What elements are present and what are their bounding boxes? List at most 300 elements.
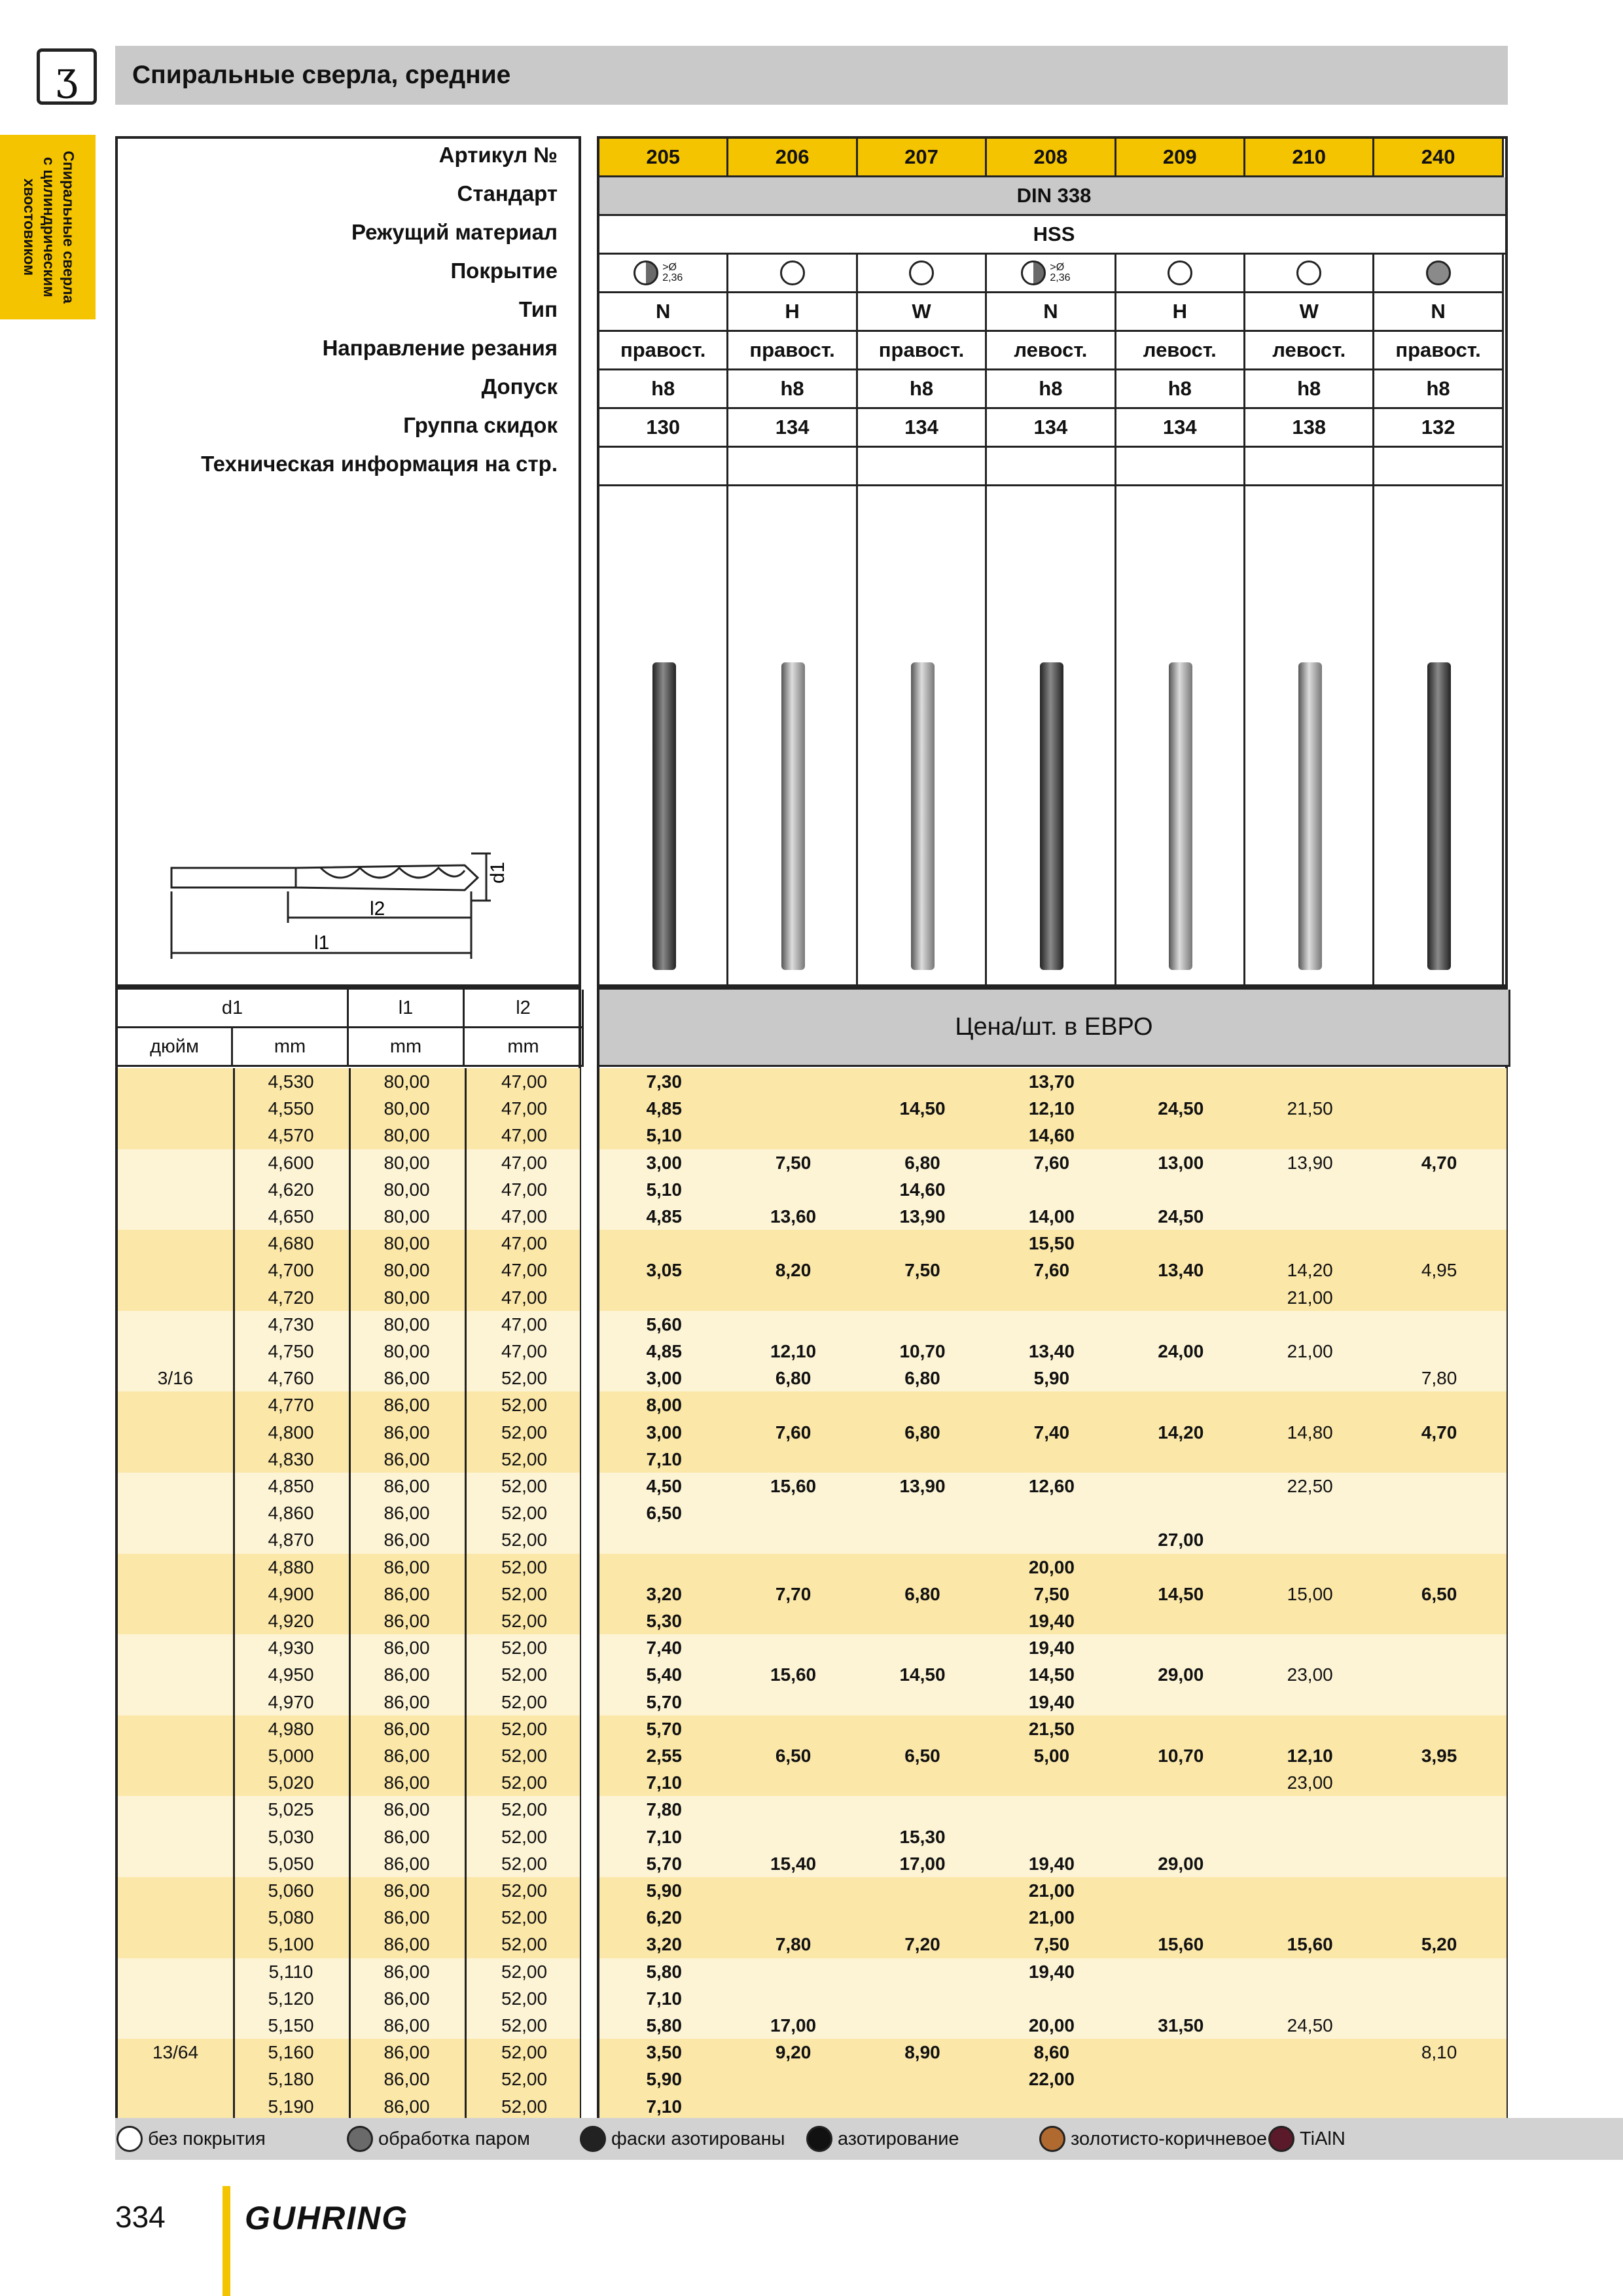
table-cell: 5,020	[268, 1772, 314, 1793]
price-cell	[1245, 1499, 1374, 1526]
price-cell: 7,40	[646, 1638, 682, 1659]
price-cell: 19,40	[1028, 1853, 1075, 1874]
price-cell: 14,20	[1287, 1260, 1333, 1281]
price-cell	[728, 2093, 857, 2120]
article-number: 206	[728, 139, 857, 177]
price-cell: 8,60	[1033, 2042, 1070, 2063]
price-cell: 13,90	[1287, 1152, 1333, 1173]
legend-item	[347, 2125, 530, 2153]
table-cell: 86,00	[383, 1799, 430, 1820]
price-cell	[987, 1823, 1116, 1850]
price-cell: 21,00	[1028, 1880, 1075, 1901]
cut-direction: правост.	[858, 332, 987, 370]
table-cell: 80,00	[383, 1179, 430, 1200]
table-cell: 52,00	[501, 1368, 548, 1389]
article-number: 205	[599, 139, 728, 177]
price-cell: 22,00	[1028, 2069, 1075, 2090]
coating-cell	[1374, 255, 1503, 293]
type-value: H	[728, 293, 857, 332]
price-cell: 2,55	[646, 1746, 682, 1766]
article-number: 209	[1116, 139, 1245, 177]
coating-cell	[858, 255, 987, 293]
logo-icon: ʒ	[37, 48, 97, 105]
price-cell: 14,50	[899, 1098, 946, 1119]
table-cell	[118, 1931, 233, 1958]
discount-group: 134	[987, 409, 1116, 448]
table-cell: 86,00	[383, 1611, 430, 1631]
price-cell: 12,60	[1028, 1476, 1075, 1496]
price-cell: 20,00	[1028, 2015, 1075, 2036]
table-cell	[118, 1661, 233, 1688]
table-cell: 47,00	[501, 1206, 548, 1227]
price-cell	[1116, 1176, 1245, 1203]
type-value: N	[1374, 293, 1503, 332]
price-cell	[858, 1796, 987, 1823]
price-cell: 5,10	[646, 1125, 682, 1146]
table-cell: 52,00	[501, 1664, 548, 1685]
table-cell: 4,800	[268, 1422, 314, 1443]
price-cell: 6,80	[904, 1368, 940, 1389]
coating-swatch-icon	[580, 2126, 606, 2152]
price-cell: 3,00	[646, 1422, 682, 1443]
price-cell	[728, 1554, 857, 1581]
table-cell: 52,00	[501, 1638, 548, 1659]
price-cell	[1374, 1554, 1503, 1581]
price-cell	[858, 1985, 987, 2012]
price-cell	[858, 1689, 987, 1715]
price-cell	[858, 1311, 987, 1338]
price-cell	[1116, 1796, 1245, 1823]
tolerance-value: h8	[1245, 370, 1374, 409]
price-cell	[728, 1769, 857, 1796]
price-cell	[1245, 1068, 1374, 1095]
price-cell: 13,00	[1158, 1152, 1204, 1173]
price-cell	[1374, 1689, 1503, 1715]
table-cell: 86,00	[383, 1395, 430, 1416]
header-inch: дюйм	[118, 1028, 233, 1067]
table-cell	[118, 1473, 233, 1499]
price-cell: 31,50	[1158, 2015, 1204, 2036]
price-cell	[1374, 2093, 1503, 2120]
price-cell	[599, 1230, 728, 1257]
article-number: 240	[1374, 139, 1503, 177]
drill-dimension-sketch	[164, 844, 530, 969]
price-cell	[1374, 1661, 1503, 1688]
price-cell	[728, 1391, 857, 1418]
cut-direction: левост.	[1116, 332, 1245, 370]
price-cell	[1116, 1122, 1245, 1149]
price-cell	[1116, 1473, 1245, 1499]
table-cell: 86,00	[383, 1718, 430, 1739]
table-cell: 4,730	[268, 1314, 314, 1335]
price-cell: 15,00	[1287, 1583, 1333, 1604]
price-cell: 4,85	[646, 1341, 682, 1361]
price-cell	[1116, 1904, 1245, 1931]
price-cell	[858, 1769, 987, 1796]
price-cell: 5,70	[646, 1718, 682, 1739]
tech-info-page	[728, 448, 857, 486]
price-cell: 9,20	[775, 2042, 812, 2063]
price-cell	[1245, 1634, 1374, 1661]
price-cell: 7,50	[1033, 1583, 1070, 1604]
price-cell: 20,00	[1028, 1556, 1075, 1577]
price-cell: 13,40	[1158, 1260, 1204, 1281]
price-cell	[987, 1311, 1116, 1338]
price-cell	[1374, 2066, 1503, 2092]
table-cell: 47,00	[501, 1314, 548, 1335]
price-cell: 5,80	[646, 1961, 682, 1982]
price-cell	[728, 1958, 857, 1985]
table-cell: 86,00	[383, 1988, 430, 2009]
price-cell	[1374, 1850, 1503, 1877]
table-cell: 4,930	[268, 1638, 314, 1659]
price-cell	[1245, 1715, 1374, 1742]
price-cell: 7,40	[1033, 1422, 1070, 1443]
price-cell: 19,40	[1028, 1961, 1075, 1982]
table-cell: 4,950	[268, 1664, 314, 1685]
price-cell: 19,40	[1028, 1611, 1075, 1631]
price-cell: 23,00	[1287, 1772, 1333, 1793]
sketch-l1-label: l1	[314, 932, 330, 954]
table-cell: 4,870	[268, 1530, 314, 1551]
table-cell	[118, 1122, 233, 1149]
price-cell: 7,80	[775, 1934, 812, 1955]
coating-icon	[1021, 260, 1046, 285]
table-cell: 86,00	[383, 1880, 430, 1901]
article-grid	[597, 136, 1508, 987]
table-cell: 80,00	[383, 1233, 430, 1254]
table-cell: 80,00	[383, 1071, 430, 1092]
price-cell	[858, 1715, 987, 1742]
table-cell: 52,00	[501, 1583, 548, 1604]
price-cell	[858, 1499, 987, 1526]
price-cell	[1116, 1365, 1245, 1391]
table-cell: 52,00	[501, 1746, 548, 1766]
table-cell: 4,550	[268, 1098, 314, 1119]
price-cell: 14,00	[1028, 1206, 1075, 1227]
table-cell	[118, 2093, 233, 2120]
price-cell	[728, 1877, 857, 1904]
price-cell: 4,50	[646, 1476, 682, 1496]
table-cell	[118, 1419, 233, 1446]
table-cell: 86,00	[383, 1934, 430, 1955]
table-cell: 86,00	[383, 1368, 430, 1389]
price-cell	[858, 1877, 987, 1904]
price-cell	[1116, 1985, 1245, 2012]
price-cell	[1245, 1958, 1374, 1985]
price-cell: 7,60	[1033, 1152, 1070, 1173]
price-cell	[987, 1526, 1116, 1553]
price-cell: 15,30	[899, 1826, 946, 1847]
sketch-l2-label: l2	[370, 898, 385, 920]
price-cell	[1245, 1391, 1374, 1418]
price-cell	[1374, 1823, 1503, 1850]
price-cell: 15,40	[770, 1853, 817, 1874]
tech-info-page	[1374, 448, 1503, 486]
tolerance-value: h8	[987, 370, 1116, 409]
price-cell: 6,50	[646, 1503, 682, 1524]
price-cell: 5,20	[1421, 1934, 1457, 1955]
table-cell: 4,650	[268, 1206, 314, 1227]
price-cell: 10,70	[1158, 1746, 1204, 1766]
price-cell	[858, 2012, 987, 2039]
table-cell: 5,120	[268, 1988, 314, 2009]
price-cell: 5,90	[1033, 1368, 1070, 1389]
table-cell: 5,160	[268, 2042, 314, 2063]
legend-label: без покрытия	[148, 2128, 266, 2149]
price-cell	[858, 1230, 987, 1257]
property-label: Допуск	[481, 374, 558, 399]
table-cell: 4,680	[268, 1233, 314, 1254]
table-cell: 86,00	[383, 1503, 430, 1524]
price-cell: 7,20	[904, 1934, 940, 1955]
property-label: Группа скидок	[403, 413, 558, 437]
price-cell	[1245, 1203, 1374, 1230]
cut-direction: левост.	[1245, 332, 1374, 370]
price-cell	[1374, 1769, 1503, 1796]
table-cell: 52,00	[501, 1422, 548, 1443]
price-cell: 7,60	[1033, 1260, 1070, 1281]
table-cell: 52,00	[501, 1395, 548, 1416]
price-cell: 7,30	[646, 1071, 682, 1092]
price-cell: 13,70	[1028, 1071, 1075, 1092]
coating-cell	[728, 255, 857, 293]
tolerance-value: h8	[858, 370, 987, 409]
table-cell: 86,00	[383, 1961, 430, 1982]
table-cell: 86,00	[383, 1691, 430, 1712]
price-cell: 21,00	[1287, 1287, 1333, 1308]
price-cell	[1245, 2039, 1374, 2066]
price-cell: 3,05	[646, 1260, 682, 1281]
price-cell	[1116, 1446, 1245, 1473]
price-cell: 29,00	[1158, 1853, 1204, 1874]
coating-swatch-icon	[1268, 2126, 1294, 2152]
table-cell: 4,920	[268, 1611, 314, 1631]
price-cell: 8,00	[646, 1395, 682, 1416]
price-cell: 5,60	[646, 1314, 682, 1335]
price-cell	[1245, 1877, 1374, 1904]
table-cell: 4,850	[268, 1476, 314, 1496]
price-cell	[728, 1904, 857, 1931]
tolerance-value: h8	[1374, 370, 1503, 409]
table-cell: 47,00	[501, 1098, 548, 1119]
price-cell	[728, 1689, 857, 1715]
price-cell	[728, 1230, 857, 1257]
table-cell: 47,00	[501, 1071, 548, 1092]
table-cell	[118, 1257, 233, 1283]
price-cell: 14,20	[1158, 1422, 1204, 1443]
table-cell: 4,900	[268, 1583, 314, 1604]
drill-image	[1169, 662, 1192, 970]
price-cell	[1116, 1499, 1245, 1526]
table-cell	[118, 1391, 233, 1418]
table-cell: 52,00	[501, 1880, 548, 1901]
table-cell: 86,00	[383, 1853, 430, 1874]
table-cell: 4,720	[268, 1287, 314, 1308]
table-cell: 4,620	[268, 1179, 314, 1200]
table-cell: 52,00	[501, 2096, 548, 2117]
table-cell: 47,00	[501, 1152, 548, 1173]
drill-image	[652, 662, 676, 970]
coating-swatch-icon	[1039, 2126, 1065, 2152]
price-cell	[1374, 1715, 1503, 1742]
price-cell: 3,50	[646, 2042, 682, 2063]
table-cell: 80,00	[383, 1206, 430, 1227]
table-cell	[118, 1149, 233, 1176]
table-cell	[118, 1958, 233, 1985]
table-cell: 86,00	[383, 1556, 430, 1577]
price-cell	[1245, 1311, 1374, 1338]
price-cell	[1374, 1499, 1503, 1526]
price-cell	[1374, 1176, 1503, 1203]
table-cell	[118, 2066, 233, 2092]
table-cell: 4,600	[268, 1152, 314, 1173]
table-cell	[118, 1554, 233, 1581]
price-cell: 4,95	[1421, 1260, 1457, 1281]
price-cell	[987, 1284, 1116, 1311]
table-cell: 80,00	[383, 1260, 430, 1281]
price-cell: 14,50	[1158, 1583, 1204, 1604]
coating-icon	[633, 260, 658, 285]
price-cell: 6,80	[904, 1422, 940, 1443]
price-cell: 22,50	[1287, 1476, 1333, 1496]
price-cell: 3,20	[646, 1934, 682, 1955]
table-cell: 47,00	[501, 1125, 548, 1146]
price-cell: 13,90	[899, 1476, 946, 1496]
table-cell: 47,00	[501, 1260, 548, 1281]
table-cell: 80,00	[383, 1341, 430, 1361]
price-cell: 6,80	[775, 1368, 812, 1389]
price-cell: 3,00	[646, 1152, 682, 1173]
legend-label: азотирование	[838, 2128, 959, 2149]
table-cell: 52,00	[501, 1476, 548, 1496]
header-d1: d1	[118, 990, 349, 1028]
price-cell	[1245, 2066, 1374, 2092]
legend-label: фаски азотированы	[611, 2128, 785, 2149]
price-cell: 3,00	[646, 1368, 682, 1389]
price-cell: 13,60	[770, 1206, 817, 1227]
price-cell	[1116, 1311, 1245, 1338]
coating-cell	[1245, 255, 1374, 293]
price-cell	[728, 1607, 857, 1634]
price-cell	[599, 1526, 728, 1553]
price-cell	[987, 1499, 1116, 1526]
table-cell: 4,760	[268, 1368, 314, 1389]
type-value: N	[599, 293, 728, 332]
price-cell: 5,10	[646, 1179, 682, 1200]
price-cell	[728, 1715, 857, 1742]
table-cell	[118, 1499, 233, 1526]
price-cell	[1245, 1904, 1374, 1931]
table-cell: 52,00	[501, 1530, 548, 1551]
price-cell	[1116, 2093, 1245, 2120]
price-cell: 6,50	[1421, 1583, 1457, 1604]
legend-item	[1268, 2125, 1346, 2153]
price-cell	[1245, 1554, 1374, 1581]
price-cell: 7,10	[646, 2096, 682, 2117]
price-cell: 14,50	[899, 1664, 946, 1685]
price-cell	[858, 1634, 987, 1661]
tech-info-page	[1245, 448, 1374, 486]
table-cell: 4,830	[268, 1448, 314, 1469]
property-label: Техническая информация на стр.	[201, 452, 558, 476]
price-cell: 24,00	[1158, 1341, 1204, 1361]
table-cell: 86,00	[383, 1826, 430, 1847]
table-cell: 80,00	[383, 1152, 430, 1173]
price-cell	[1374, 1877, 1503, 1904]
coating-icon	[1168, 260, 1192, 285]
drill-image	[1427, 662, 1451, 970]
coating-diameter-note: >Ø 2,36	[1050, 262, 1071, 283]
price-cell	[987, 1769, 1116, 1796]
coating-swatch-icon	[806, 2126, 832, 2152]
price-cell	[858, 1526, 987, 1553]
price-cell: 21,50	[1287, 1098, 1333, 1119]
price-cell: 5,70	[646, 1853, 682, 1874]
table-cell: 86,00	[383, 2096, 430, 2117]
table-cell: 5,000	[268, 1746, 314, 1766]
price-cell	[858, 1904, 987, 1931]
table-cell: 52,00	[501, 1611, 548, 1631]
price-cell	[728, 1095, 857, 1122]
price-cell	[1116, 2039, 1245, 2066]
price-cell	[1245, 2093, 1374, 2120]
price-cell: 14,60	[1028, 1125, 1075, 1146]
discount-group: 134	[858, 409, 987, 448]
price-cell	[1374, 1473, 1503, 1499]
table-cell	[118, 1581, 233, 1607]
price-cell	[858, 1607, 987, 1634]
discount-group: 130	[599, 409, 728, 448]
price-cell	[1374, 1095, 1503, 1122]
price-cell: 7,80	[1421, 1368, 1457, 1389]
price-cell: 7,60	[775, 1422, 812, 1443]
tech-info-page	[858, 448, 987, 486]
table-cell: 80,00	[383, 1098, 430, 1119]
price-cell	[858, 2093, 987, 2120]
price-cell: 13,90	[899, 1206, 946, 1227]
price-cell: 7,10	[646, 1826, 682, 1847]
price-cell: 4,70	[1421, 1152, 1457, 1173]
type-value: W	[858, 293, 987, 332]
price-cell	[1116, 1715, 1245, 1742]
price-cell	[728, 1122, 857, 1149]
table-cell: 52,00	[501, 1988, 548, 2009]
price-cell	[1116, 1068, 1245, 1095]
tech-info-page	[599, 448, 728, 486]
price-cell	[987, 2093, 1116, 2120]
property-label: Направление резания	[322, 336, 558, 360]
tolerance-value: h8	[728, 370, 857, 409]
price-cell: 5,40	[646, 1664, 682, 1685]
price-cell: 6,50	[904, 1746, 940, 1766]
table-cell	[118, 1176, 233, 1203]
coating-icon	[909, 260, 934, 285]
header-l1: l1	[349, 990, 465, 1028]
legend-item	[580, 2125, 785, 2153]
table-cell	[118, 1230, 233, 1257]
type-value: H	[1116, 293, 1245, 332]
price-cell	[1245, 1985, 1374, 2012]
price-cell	[1116, 1230, 1245, 1257]
price-cell: 3,20	[646, 1583, 682, 1604]
price-cell	[1116, 1958, 1245, 1985]
price-cell: 12,10	[1287, 1746, 1333, 1766]
price-cell	[728, 1176, 857, 1203]
price-cell	[1245, 1526, 1374, 1553]
table-cell: 86,00	[383, 1772, 430, 1793]
article-number: 208	[987, 139, 1116, 177]
